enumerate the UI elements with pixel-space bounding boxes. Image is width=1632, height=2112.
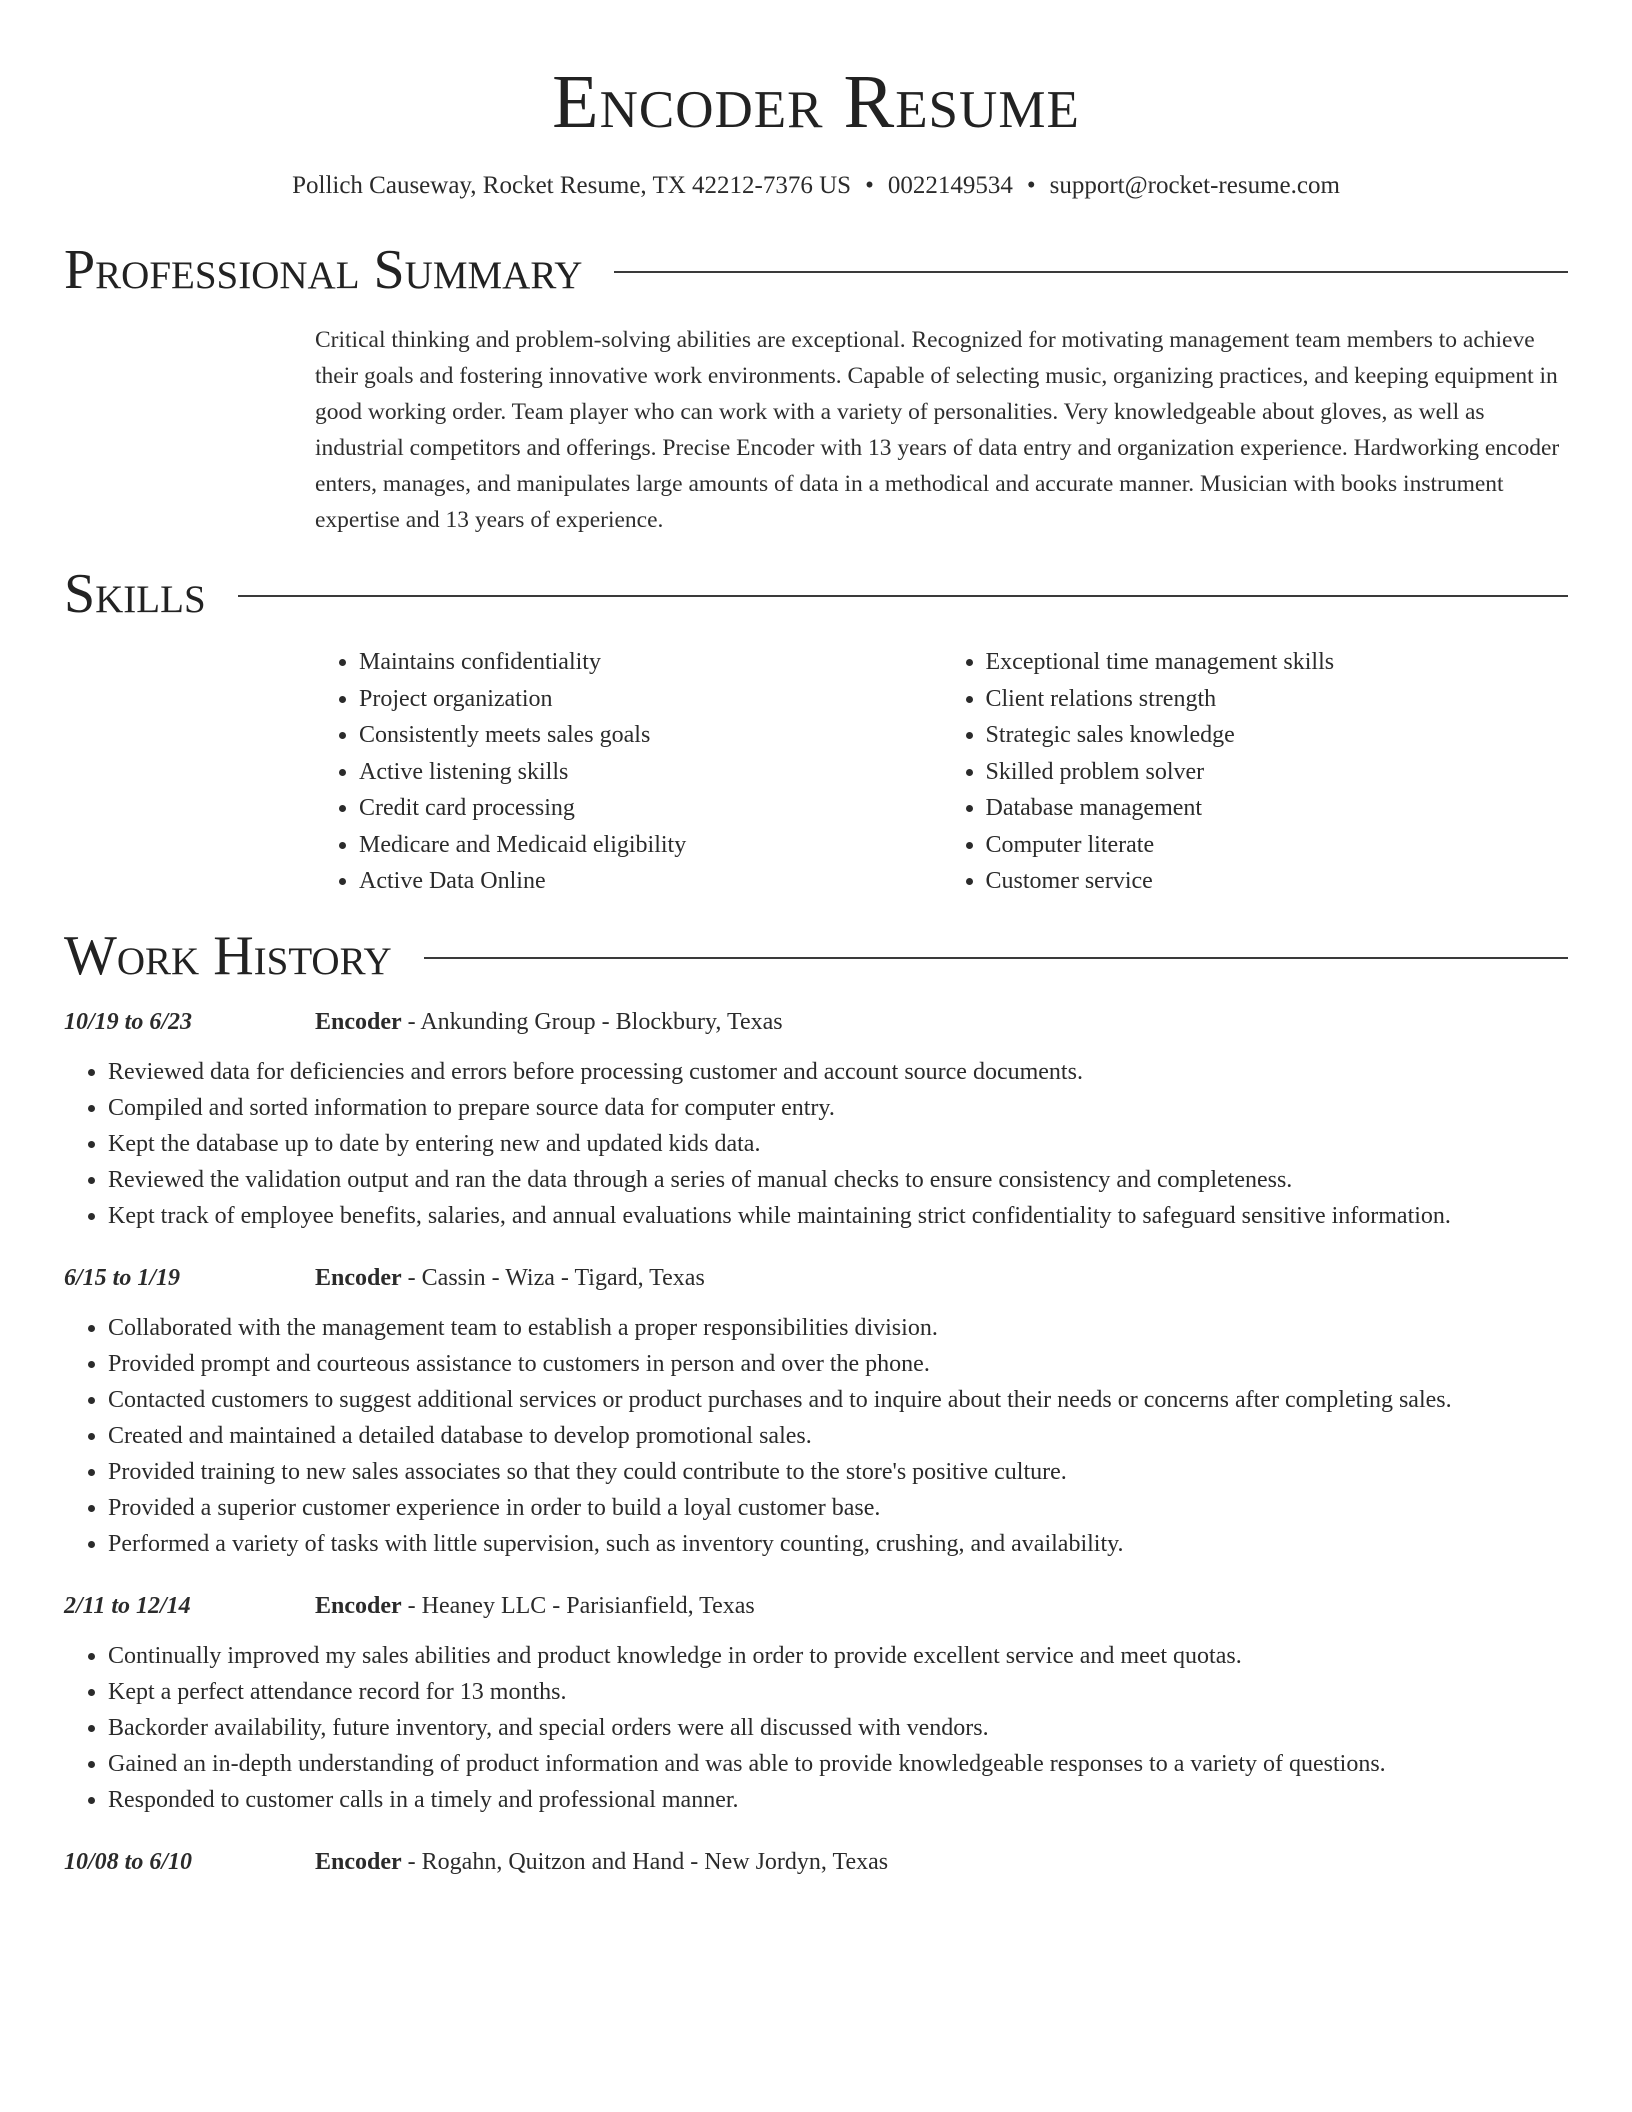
contact-phone: 0022149534 xyxy=(887,172,1013,199)
job-header xyxy=(64,1844,1568,1880)
responsibility-item: • Responded to customer calls in a timely and professional manner. xyxy=(108,1782,1568,1818)
job-title-line xyxy=(315,1844,888,1880)
section-divider xyxy=(614,271,1568,273)
work-history-list xyxy=(64,1004,1568,1880)
job-responsibilities xyxy=(64,1310,1568,1562)
skill-item: • Project organization xyxy=(359,681,942,718)
responsibility-item: • Reviewed data for deficiencies and errors before processing customer and account source documents. xyxy=(108,1054,1568,1090)
contact-address: Pollich Causeway, Rocket Resume, TX 42212-7376 US xyxy=(292,172,852,199)
job-company-location: - Heaney LLC - Parisianfield, Texas xyxy=(401,1592,755,1619)
skills-column-left xyxy=(315,644,942,900)
responsibility-item: • Provided prompt and courteous assistance to customers in person and over the phone. xyxy=(108,1346,1568,1382)
contact-email: support@rocket-resume.com xyxy=(1049,172,1340,199)
responsibility-item: • Kept the database up to date by entering new and updated kids data. xyxy=(108,1126,1568,1162)
job-dates: 2/11 to 12/14 xyxy=(64,1592,191,1619)
job-dates: 10/08 to 6/10 xyxy=(64,1848,193,1875)
job-title: Encoder xyxy=(315,1008,402,1035)
job-title: Encoder xyxy=(315,1592,402,1619)
job-responsibilities xyxy=(64,1054,1568,1234)
section-divider xyxy=(424,957,1568,959)
job-header xyxy=(64,1004,1568,1040)
job-company-location: - Rogahn, Quitzon and Hand - New Jordyn, Texas xyxy=(401,1848,889,1875)
skill-item: • Consistently meets sales goals xyxy=(359,717,942,754)
job-title-line xyxy=(315,1260,705,1296)
job-title: Encoder xyxy=(315,1848,402,1875)
summary-section-header xyxy=(64,239,1568,301)
responsibility-item: • Continually improved my sales abilities and product knowledge in order to provide excellent service and meet quotas. xyxy=(108,1638,1568,1674)
skills-section-header xyxy=(64,563,1568,625)
skill-item: • Database management xyxy=(986,790,1569,827)
summary-heading: Professional Summary xyxy=(64,239,583,301)
skill-item: • Client relations strength xyxy=(986,681,1569,718)
responsibility-item: • Provided training to new sales associates so that they could contribute to the store's positive culture. xyxy=(108,1454,1568,1490)
skill-item: • Computer literate xyxy=(986,827,1569,864)
responsibility-item: • Kept track of employee benefits, salaries, and annual evaluations while maintaining strict confidentiality to safeguard sensitive information. xyxy=(108,1198,1568,1234)
job-entry xyxy=(64,1588,1568,1818)
responsibility-item: • Backorder availability, future inventory, and special orders were all discussed with vendors. xyxy=(108,1710,1568,1746)
skill-item: • Credit card processing xyxy=(359,790,942,827)
section-divider xyxy=(238,595,1568,597)
job-header xyxy=(64,1588,1568,1624)
skill-item: • Exceptional time management skills xyxy=(986,644,1569,681)
job-entry xyxy=(64,1844,1568,1880)
contact-line xyxy=(64,172,1568,200)
summary-text: Critical thinking and problem-solving abilities are exceptional. Recognized for motivating management team members to achieve their goals and fostering innovative work environments. Capable of selecting music, organizing practices, and keeping equipment in good working order. Team player who can work with a variety of personalities. Very knowledgeable about gloves, as well as industrial competitors and offerings. Precise Encoder with 13 years of data entry and organization experience. Hardworking encoder enters, manages, and manipulates large amounts of data in a methodical and accurate manner. Musician with books instrument expertise and 13 years of experience. xyxy=(315,327,1560,533)
responsibility-item: • Collaborated with the management team to establish a proper responsibilities division. xyxy=(108,1310,1568,1346)
responsibility-item: • Gained an in-depth understanding of product information and was able to provide knowledgeable responses to a variety of questions. xyxy=(108,1746,1568,1782)
job-entry xyxy=(64,1260,1568,1562)
job-header xyxy=(64,1260,1568,1296)
skill-item: • Customer service xyxy=(986,863,1569,900)
skills-heading: Skills xyxy=(64,563,206,625)
responsibility-item: • Performed a variety of tasks with little supervision, such as inventory counting, crushing, and availability. xyxy=(108,1526,1568,1562)
job-title-line xyxy=(315,1588,755,1624)
skill-item: • Skilled problem solver xyxy=(986,754,1569,791)
job-dates: 10/19 to 6/23 xyxy=(64,1008,193,1035)
work-heading: Work History xyxy=(64,924,392,987)
skill-item: • Active Data Online xyxy=(359,863,942,900)
responsibility-item: • Created and maintained a detailed database to develop promotional sales. xyxy=(108,1418,1568,1454)
resume-name: Encoder Resume xyxy=(552,60,1080,144)
skill-item: • Strategic sales knowledge xyxy=(986,717,1569,754)
job-title-line xyxy=(315,1004,783,1040)
job-responsibilities xyxy=(64,1638,1568,1818)
responsibility-item: • Kept a perfect attendance record for 13 months. xyxy=(108,1674,1568,1710)
job-title: Encoder xyxy=(315,1264,402,1291)
job-company-location: - Cassin - Wiza - Tigard, Texas xyxy=(401,1264,705,1291)
job-company-location: - Ankunding Group - Blockbury, Texas xyxy=(401,1008,783,1035)
skills-list xyxy=(315,644,1568,900)
contact-separator: • xyxy=(865,172,874,199)
responsibility-item: • Contacted customers to suggest additional services or product purchases and to inquire about their needs or concerns after completing sales. xyxy=(108,1382,1568,1418)
skills-column-right xyxy=(942,644,1569,900)
skill-item: • Active listening skills xyxy=(359,754,942,791)
skill-item: • Medicare and Medicaid eligibility xyxy=(359,827,942,864)
responsibility-item: • Compiled and sorted information to prepare source data for computer entry. xyxy=(108,1090,1568,1126)
contact-separator: • xyxy=(1026,172,1036,199)
job-entry xyxy=(64,1004,1568,1234)
responsibility-item: • Provided a superior customer experience in order to build a loyal customer base. xyxy=(108,1490,1568,1526)
responsibility-item: • Reviewed the validation output and ran the data through a series of manual checks to ensure consistency and completeness. xyxy=(108,1162,1568,1198)
job-dates: 6/15 to 1/19 xyxy=(64,1264,181,1291)
work-section-header xyxy=(64,924,1568,987)
skill-item: • Maintains confidentiality xyxy=(359,644,942,681)
